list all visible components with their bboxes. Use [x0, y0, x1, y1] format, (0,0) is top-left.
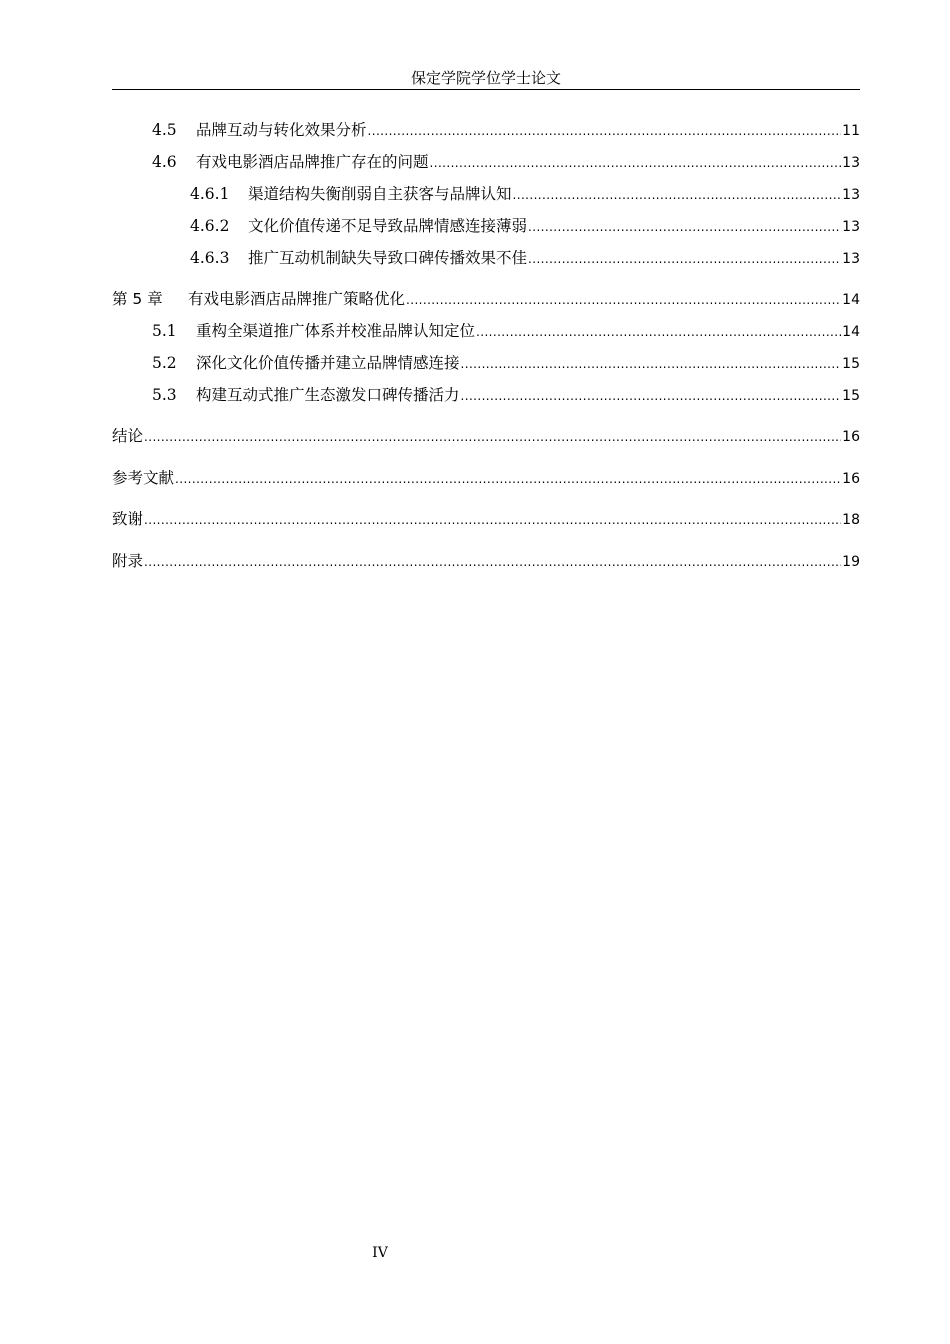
toc-entry-title: 文化价值传递不足导致品牌情感连接薄弱 [248, 217, 528, 235]
toc-dot-leader [430, 151, 842, 175]
toc-entry-page: 16 [842, 429, 860, 445]
toc-entry-title: 致谢 [112, 510, 144, 528]
toc-entry-conclusion[interactable] [112, 424, 860, 448]
toc-entry-5-3[interactable] [152, 383, 860, 407]
page-number: IV [372, 1245, 388, 1261]
toc-dot-leader [144, 425, 841, 449]
toc-entry-4-6-2[interactable] [190, 214, 860, 238]
toc-entry-number: 4.6.1 [190, 185, 230, 203]
toc-entry-title: 参考文献 [112, 469, 175, 487]
toc-entry-chapter-5[interactable] [112, 287, 860, 311]
toc-entry-page: 14 [842, 324, 860, 340]
toc-dot-leader [461, 384, 842, 408]
toc-dot-leader [368, 119, 842, 143]
toc-dot-leader [461, 352, 842, 376]
toc-entry-title: 有戏电影酒店品牌推广存在的问题 [196, 153, 429, 171]
toc-entry-title: 渠道结构失衡削弱自主获客与品牌认知 [248, 185, 512, 203]
toc-entry-title: 附录 [112, 552, 144, 570]
toc-entry-page: 15 [842, 356, 860, 372]
toc-entry-5-1[interactable] [152, 319, 860, 343]
toc-entry-page: 11 [842, 123, 860, 139]
toc-entry-page: 14 [842, 292, 860, 308]
toc-entry-number: 4.6 [152, 153, 177, 171]
toc-entry-title: 品牌互动与转化效果分析 [196, 121, 367, 139]
toc-entry-page: 16 [842, 471, 860, 487]
toc-entry-appendix[interactable] [112, 549, 860, 573]
toc-entry-title: 结论 [112, 427, 144, 445]
toc-entry-5-2[interactable] [152, 351, 860, 375]
toc-entry-number: 4.6.2 [190, 217, 230, 235]
toc-entry-number: 5.3 [152, 386, 177, 404]
toc-entry-4-5[interactable] [152, 118, 860, 142]
toc-entry-number: 4.5 [152, 121, 177, 139]
toc-entry-title: 重构全渠道推广体系并校准品牌认知定位 [196, 322, 476, 340]
toc-entry-acknowledgements[interactable] [112, 507, 860, 531]
toc-entry-number: 4.6.3 [190, 249, 230, 267]
toc-entry-page: 19 [842, 554, 860, 570]
toc-dot-leader [476, 320, 841, 344]
toc-entry-references[interactable] [112, 466, 860, 490]
toc-entry-page: 15 [842, 388, 860, 404]
toc-dot-leader [513, 183, 842, 207]
toc-entry-number: 5.1 [152, 322, 177, 340]
toc-entry-number: 第 5 章 [112, 290, 163, 308]
toc-entry-page: 13 [842, 155, 860, 171]
toc-entry-title: 构建互动式推广生态激发口碑传播活力 [196, 386, 460, 404]
toc-dot-leader [406, 288, 841, 312]
toc-entry-page: 13 [842, 219, 860, 235]
page-header: 保定学院学位学士论文 [112, 67, 860, 90]
toc-entry-title: 深化文化价值传播并建立品牌情感连接 [196, 354, 460, 372]
toc-entry-title: 推广互动机制缺失导致口碑传播效果不佳 [248, 249, 528, 267]
toc-entry-4-6-1[interactable] [190, 182, 860, 206]
toc-dot-leader [528, 215, 841, 239]
toc-dot-leader [144, 508, 841, 532]
toc-entry-page: 13 [842, 251, 860, 267]
toc-dot-leader [144, 550, 841, 574]
toc-entry-page: 13 [842, 187, 860, 203]
toc-dot-leader [175, 467, 841, 491]
toc-dot-leader [528, 247, 841, 271]
toc-entry-number: 5.2 [152, 354, 177, 372]
toc-entry-4-6[interactable] [152, 150, 860, 174]
toc-entry-4-6-3[interactable] [190, 246, 860, 270]
toc-entry-page: 18 [842, 512, 860, 528]
toc-entry-title: 有戏电影酒店品牌推广策略优化 [188, 290, 406, 308]
